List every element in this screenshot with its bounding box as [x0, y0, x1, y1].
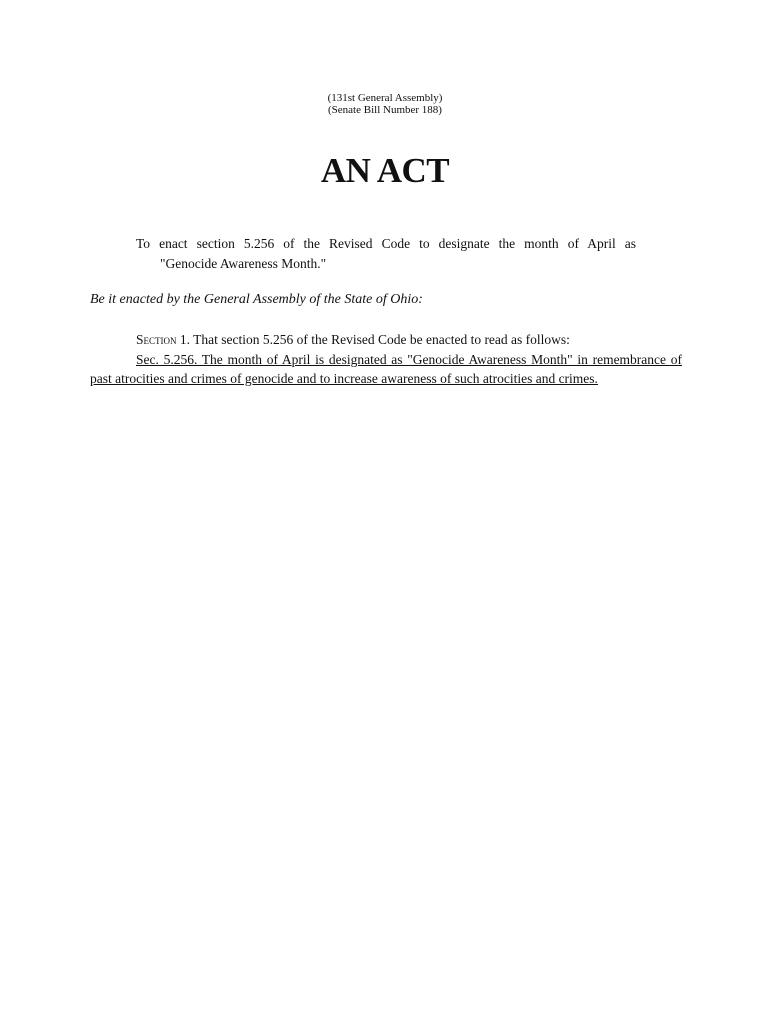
section-1-text: 1. That section 5.256 of the Revised Code be enacted to read as follows:	[176, 332, 570, 347]
section-5-256-text: Sec. 5.256. The month of April is designated as "Genocide Awareness Month" in remembrance of past atrocities and crimes of genocide and to increase awareness of such atrocities and crimes.	[90, 352, 682, 386]
enacting-clause: Be it enacted by the General Assembly of the State of Ohio:	[90, 292, 423, 307]
bill-header	[0, 92, 770, 116]
purpose-line-2: "Genocide Awareness Month."	[160, 256, 327, 271]
act-title: AN ACT	[320, 151, 450, 190]
purpose-line-1: To enact section 5.256 of the Revised Code to designate the month of April as	[136, 236, 636, 251]
general-assembly: (131st General Assembly)	[327, 92, 443, 104]
senate-bill-number: (Senate Bill Number 188)	[328, 104, 442, 116]
section-1	[136, 331, 570, 349]
section-label: Section	[136, 332, 177, 347]
